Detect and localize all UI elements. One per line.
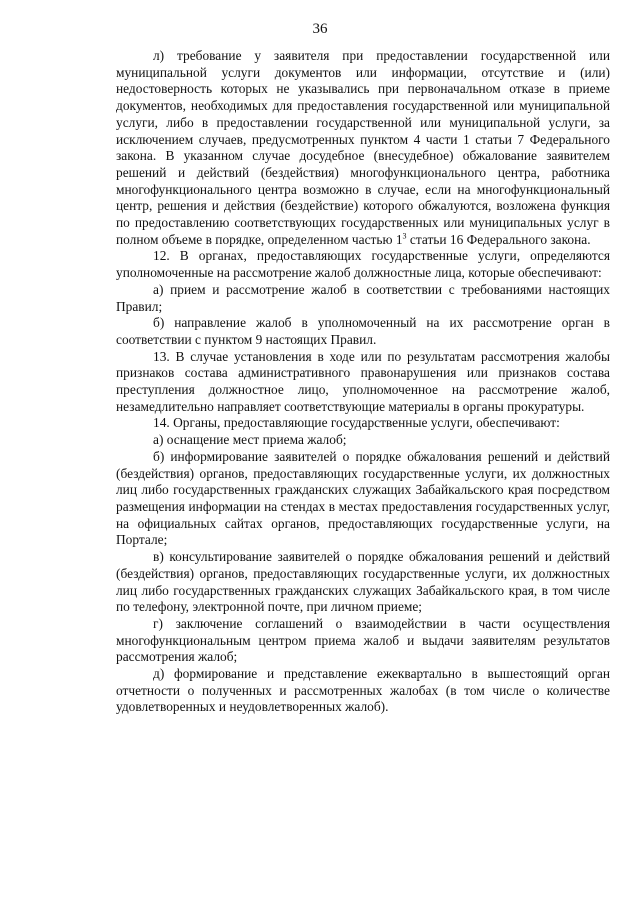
document-body: [116, 48, 610, 716]
paragraph-text-continued: статьи 16 Федерального закона.: [406, 231, 591, 247]
paragraph-item-14g: г) заключение соглашений о взаимодействии в части осуществления многофункциональным центром приема жалоб и выдачи заявителям результатов рассмотрения жалоб;: [116, 615, 610, 665]
paragraph-clause-14: 14. Органы, предоставляющие государственные услуги, обеспечивают:: [153, 415, 560, 431]
paragraph-item-12a: а) прием и рассмотрение жалоб в соответствии с требованиями настоящих Правил;: [116, 281, 610, 314]
paragraph-item-14a: а) оснащение мест приема жалоб;: [153, 432, 347, 448]
page-number: 36: [312, 21, 328, 37]
paragraph-item-14b: б) информирование заявителей о порядке обжалования решений и действий (бездействия) органов, предоставляющих государственные услуги, их должностных лиц либо государственных гражданских служащих Забайкальского края посредством размещения информации на стендах в местах предоставления государственных услуг, на официальных сайтах органов, предоставляющих государственные услуги, на Портале;: [116, 448, 610, 548]
superscript-mark: 3: [402, 231, 407, 241]
paragraph-item-l: [116, 48, 610, 248]
paragraph-item-12b: б) направление жалоб в уполномоченный на их рассмотрение орган в соответствии с пунктом 9 настоящих Правил.: [116, 315, 610, 347]
paragraph-item-14d: д) формирование и представление ежеквартально в вышестоящий орган отчетности о полученных и рассмотренных жалобах (в том числе о количестве удовлетворенных и неудовлетворенных жалоб).: [116, 666, 610, 715]
paragraph-clause-12: 12. В органах, предоставляющих государственные услуги, определяются уполномоченные на рассмотрение жалоб должностные лица, которые обеспечивают:: [116, 248, 610, 281]
paragraph-clause-13: 13. В случае установления в ходе или по результатам рассмотрения жалобы признаков состава административного правонарушения или признаков состава преступления должностное лицо, уполномоченное на рассмотрение жалоб, незамедлительно направляет соответствующие материалы в органы прокуратуры.: [116, 348, 610, 414]
paragraph-text: л) требование у заявителя при предоставлении государственной или муниципальной услуги документов или информации, отсутствие и (или) недостоверность которых не указывались при первоначальном отказе в приеме документов, необходимых для предоставления государственной или муниципальной услуги, либо в предоставлении государственной или муниципальной услуги, за исключением случаев, предусмотренных пунктом 4 части 1 статьи 7 Федерального закона. В указанном случае досудебное (внесудебное) обжалование заявителем решений и действий (бездействия) многофункционального центра, работника многофункционального центра возможно в случае, если на многофункциональный центр, решения и действия (бездействие) которого обжалуются, возложена функция по предоставлению соответствующих государственных или муниципальных услуг в полном объеме в порядке, определенном частью 1: [116, 48, 610, 247]
paragraph-item-14v: в) консультирование заявителей о порядке обжалования решений и действий (бездействия) органов, предоставляющих государственные услуги, их должностных лиц либо государственных гражданских служащих Забайкальского края, в том числе по телефону, электронной почте, при личном приеме;: [116, 549, 610, 615]
